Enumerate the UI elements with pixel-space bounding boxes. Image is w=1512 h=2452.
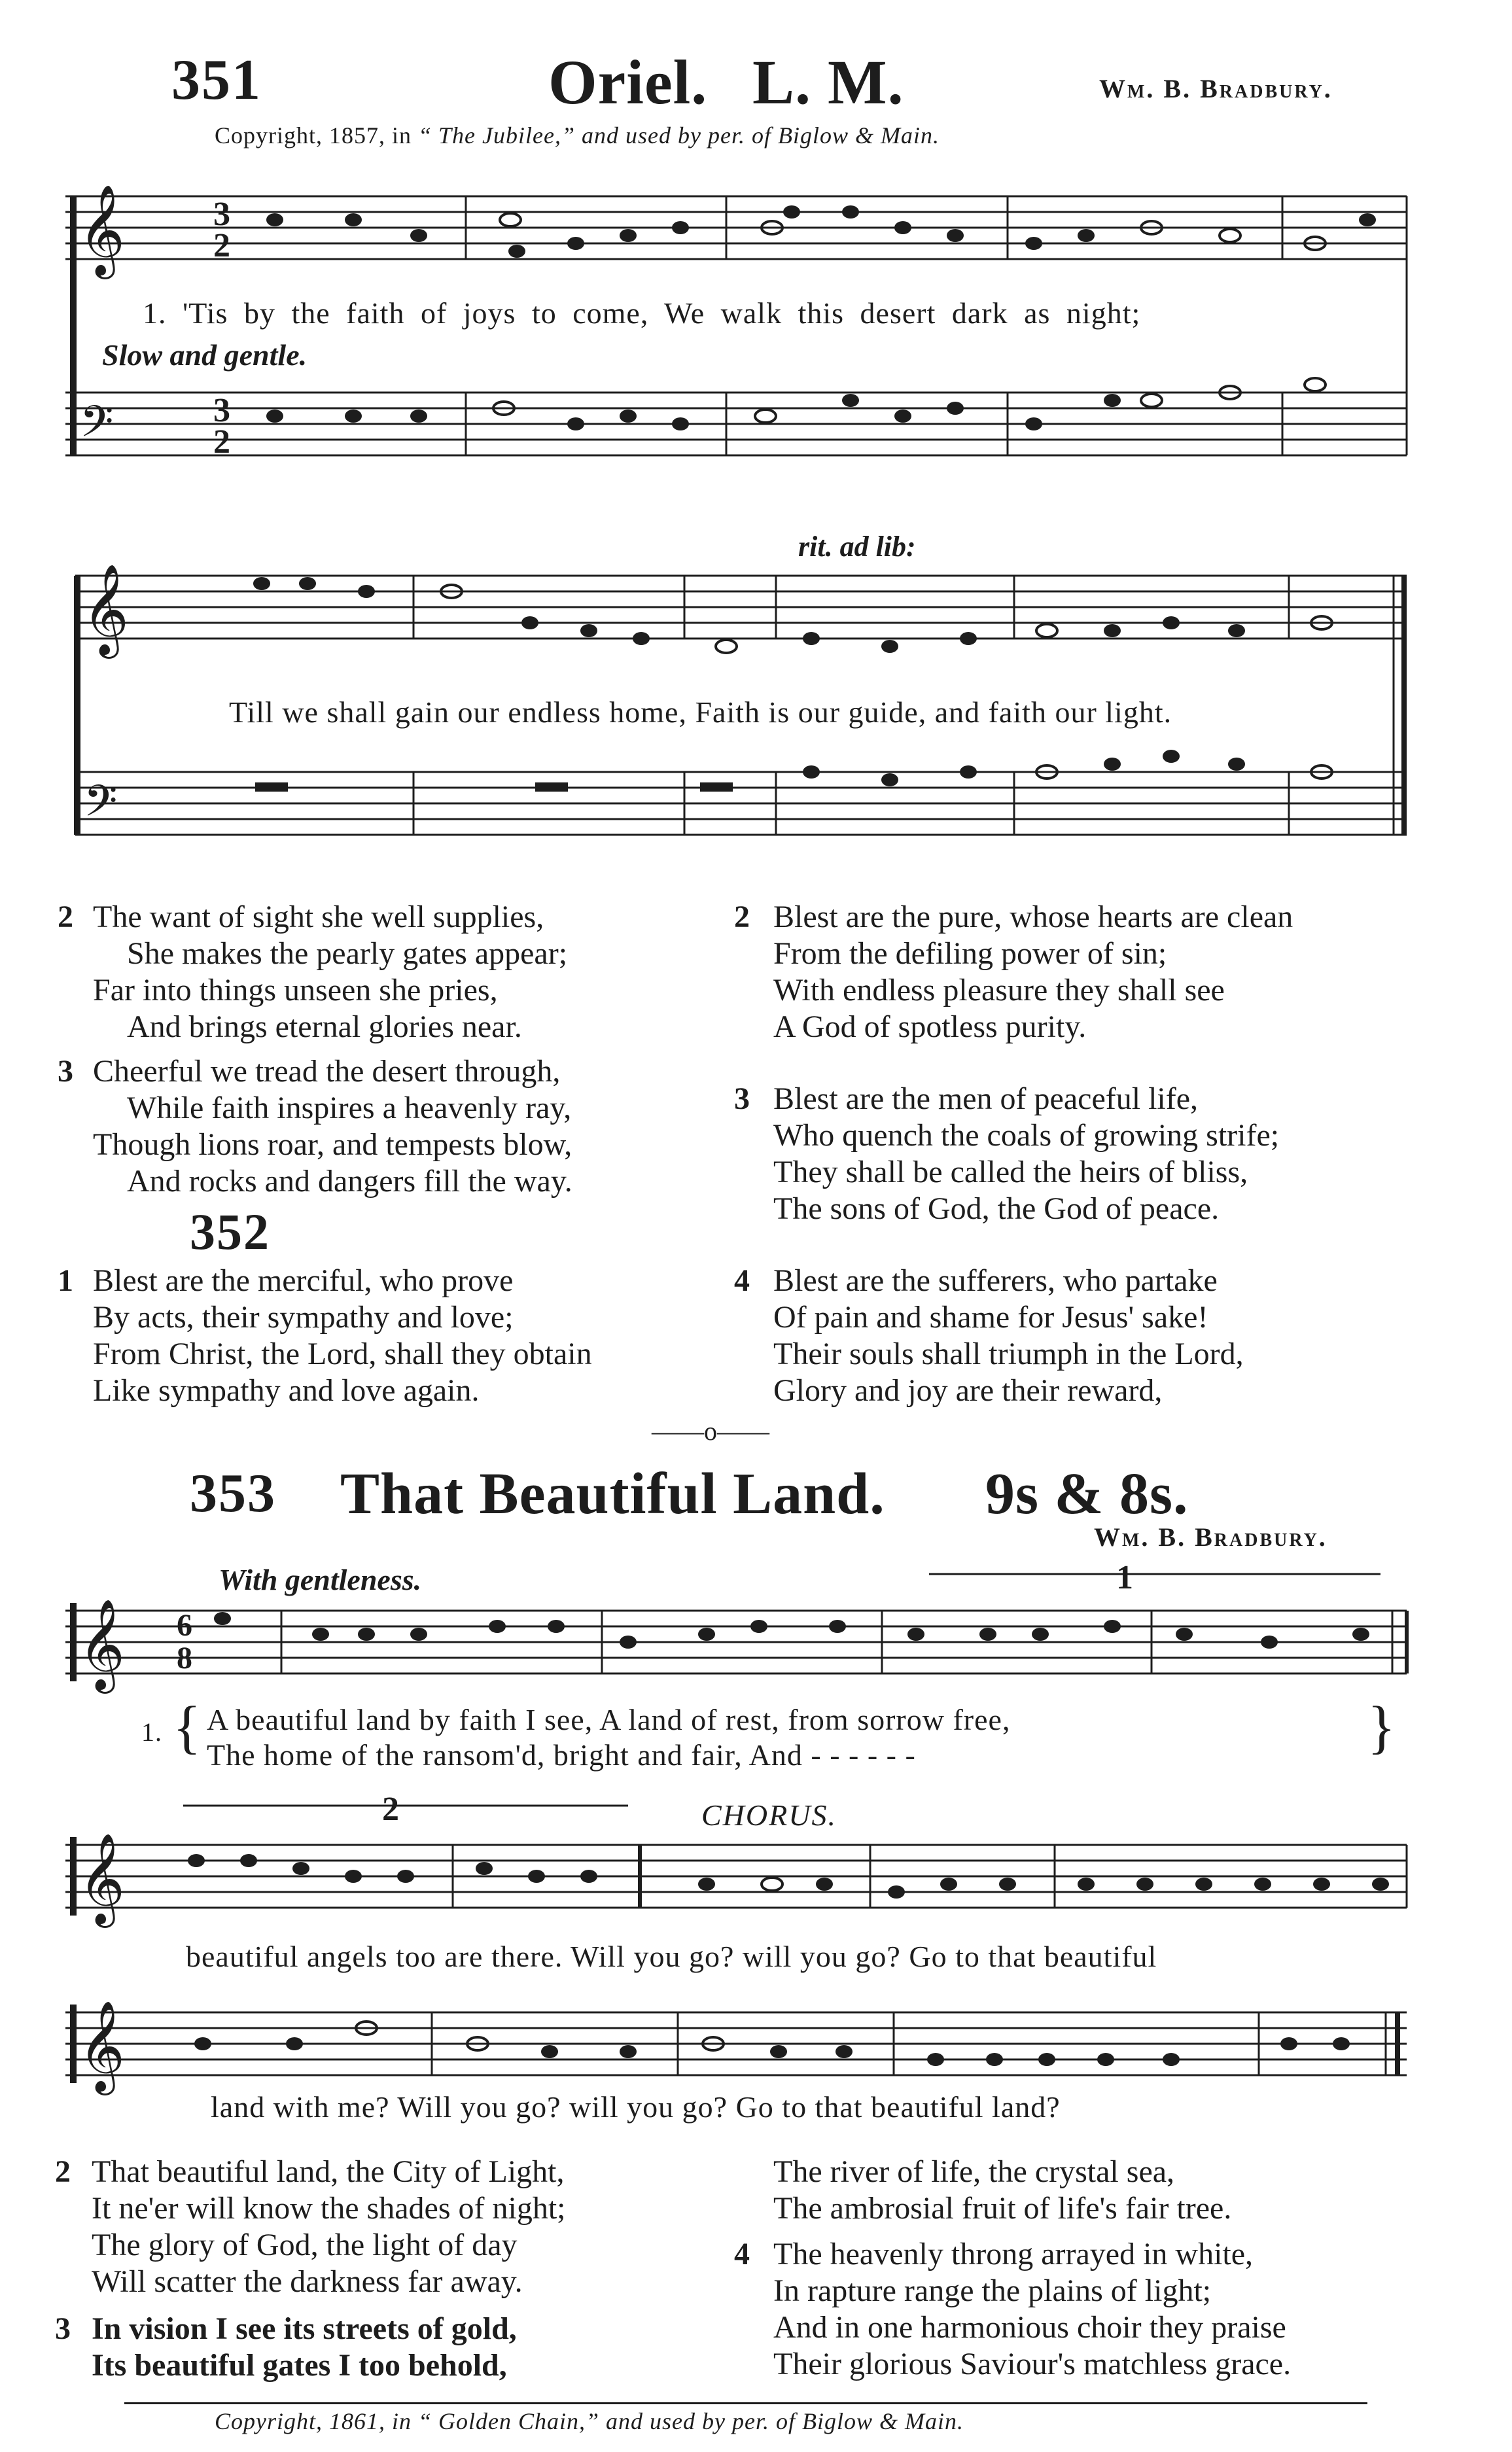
hymn-353-stanza-4 <box>734 2236 1441 2387</box>
footer-rule <box>124 2402 1367 2404</box>
stanza-line: Will scatter the darkness far away. <box>92 2264 523 2299</box>
hymn-351-meter: L. M. <box>752 47 904 117</box>
hymn-353-title: That Beautiful Land. <box>340 1462 885 1526</box>
hymn-353-lyrics-c: land with me? Will you go? will you go? Go to that beautiful land? <box>211 2090 1061 2124</box>
section-divider: ——o—— <box>652 1416 769 1446</box>
svg-text:3: 3 <box>213 392 230 429</box>
svg-text:2: 2 <box>213 227 230 264</box>
hymn-353-chorus-label: CHORUS. <box>701 1798 837 1832</box>
hymn-353-meter: 9s & 8s. <box>985 1462 1189 1526</box>
hymn-353-copyright: Copyright, 1861, in “ Golden Chain,” and used by per. of Biglow & Main. <box>215 2408 964 2434</box>
copyright-source: “ The Jubilee,” and used by per. of Biglow & Main. <box>418 122 940 149</box>
stanza-line: Glory and joy are their reward, <box>773 1373 1163 1408</box>
stanza-line: While faith inspires a heavenly ray, <box>127 1091 572 1125</box>
stanza-line: The river of life, the crystal sea, <box>773 2154 1175 2189</box>
stanza-line: Cheerful we tread the desert through, <box>93 1054 561 1089</box>
stanza-line: With endless pleasure they shall see <box>773 973 1225 1007</box>
svg-text:𝄞: 𝄞 <box>79 1833 125 1924</box>
hymn-351-composer: Wm. B. Bradbury. <box>1099 74 1333 103</box>
copyright-prefix: Copyright, 1857, in <box>215 122 412 149</box>
stanza-number: 2 <box>55 2154 71 2189</box>
hymn-352-number: 352 <box>190 1203 270 1260</box>
stanza-line: Who quench the coals of growing strife; <box>773 1118 1280 1153</box>
hymn-353-stanza-2 <box>55 2154 748 2304</box>
stanza-line: The sons of God, the God of peace. <box>773 1191 1220 1226</box>
svg-text:𝄞: 𝄞 <box>82 564 129 655</box>
stanza-line: From Christ, the Lord, shall they obtain <box>93 1337 592 1371</box>
stanza-line: And rocks and dangers fill the way. <box>127 1164 572 1199</box>
stanza-line: That beautiful land, the City of Light, <box>92 2154 565 2189</box>
stanza-line: Like sympathy and love again. <box>93 1373 480 1408</box>
hymn-353-verse-marker: 1. <box>141 1717 162 1747</box>
stanza-line: And brings eternal glories near. <box>127 1009 522 1044</box>
svg-text:6: 6 <box>177 1608 192 1643</box>
svg-text:8: 8 <box>177 1641 192 1675</box>
hymn-353-composer: Wm. B. Bradbury. <box>1094 1522 1327 1552</box>
stanza-line: She makes the pearly gates appear; <box>127 936 568 971</box>
hymn-351-title: Oriel. <box>548 47 708 117</box>
stanza-line: In vision I see its streets of gold, <box>92 2311 517 2346</box>
hymn-353-lyrics-a1: A beautiful land by faith I see, A land of rest, from sorrow free, <box>207 1703 1011 1736</box>
svg-text:𝄢: 𝄢 <box>80 396 114 457</box>
ending-2-label: 2 <box>382 1791 399 1828</box>
svg-text:2: 2 <box>213 423 230 461</box>
stanza-line: Blest are the sufferers, who partake <box>773 1263 1218 1298</box>
stanza-line: Of pain and shame for Jesus' sake! <box>773 1300 1208 1335</box>
hymn-353-lyrics-b: beautiful angels too are there. Will you go? will you go? Go to that beautiful <box>186 1940 1157 1973</box>
stanza-number: 3 <box>58 1054 73 1089</box>
hymn-351-tempo-mark: rit. ad lib: <box>798 531 916 563</box>
hymn-351-lyrics-line-1: 1. 'Tis by the faith of joys to come, We walk this desert dark as night; <box>143 296 1141 330</box>
hymn-351-number: 351 <box>171 48 262 112</box>
hymn-353-brace-left: { <box>173 1695 202 1760</box>
hymn-353-brace-right: } <box>1367 1695 1397 1760</box>
svg-text:𝄞: 𝄞 <box>79 184 125 275</box>
stanza-line: Their souls shall triumph in the Lord, <box>773 1337 1244 1371</box>
hymn-351-direction: Slow and gentle. <box>102 338 308 372</box>
svg-text:𝄞: 𝄞 <box>79 2001 125 2092</box>
stanza-line: Though lions roar, and tempests blow, <box>93 1127 572 1162</box>
stanza-number: 1 <box>58 1263 73 1298</box>
stanza-line: In rapture range the plains of light; <box>773 2273 1212 2308</box>
stanza-number: 3 <box>55 2311 71 2346</box>
stanza-line: Blest are the men of peaceful life, <box>773 1081 1199 1116</box>
stanza-line: From the defiling power of sin; <box>773 936 1167 971</box>
hymn-353-stanza-3 <box>55 2311 748 2389</box>
stanza-line: And in one harmonious choir they praise <box>773 2310 1286 2345</box>
stanza-number: 4 <box>734 2237 750 2271</box>
ending-1-label: 1 <box>1116 1559 1133 1596</box>
stanza-line: Its beautiful gates I too behold, <box>92 2348 507 2383</box>
hymn-353-direction: With gentleness. <box>219 1563 422 1596</box>
hymn-353-number: 353 <box>190 1463 276 1524</box>
svg-text:𝄞: 𝄞 <box>79 1599 125 1690</box>
stanza-line: The heavenly throng arrayed in white, <box>773 2237 1254 2271</box>
stanza-line: Blest are the pure, whose hearts are clean <box>773 900 1293 934</box>
svg-text:3: 3 <box>213 196 230 233</box>
stanza-line: The ambrosial fruit of life's fair tree. <box>773 2191 1232 2226</box>
stanza-line: Blest are the merciful, who prove <box>93 1263 514 1298</box>
stanza-line: Their glorious Saviour's matchless grace. <box>773 2347 1292 2381</box>
stanza-number: 3 <box>734 1081 750 1116</box>
stanza-line: The glory of God, the light of day <box>92 2228 518 2262</box>
stanza-number: 2 <box>58 900 73 934</box>
stanza-line: By acts, their sympathy and love; <box>93 1300 514 1335</box>
stanza-number: 4 <box>734 1263 750 1298</box>
stanza-number: 2 <box>734 900 750 934</box>
stanza-line: They shall be called the heirs of bliss, <box>773 1155 1248 1189</box>
svg-text:𝄢: 𝄢 <box>84 776 118 837</box>
stanza-line: Far into things unseen she pries, <box>93 973 498 1007</box>
hymn-351-lyrics-line-2: Till we shall gain our endless home, Faith is our guide, and faith our light. <box>229 695 1172 729</box>
hymn-353-lyrics-a2: The home of the ransom'd, bright and fair, And - - - - - - <box>207 1738 916 1772</box>
stanza-line: A God of spotless purity. <box>773 1009 1087 1044</box>
stanza-line: The want of sight she well supplies, <box>93 900 544 934</box>
hymn-353-stanza-3-continued <box>734 2154 1441 2232</box>
stanza-line: It ne'er will know the shades of night; <box>92 2191 566 2226</box>
